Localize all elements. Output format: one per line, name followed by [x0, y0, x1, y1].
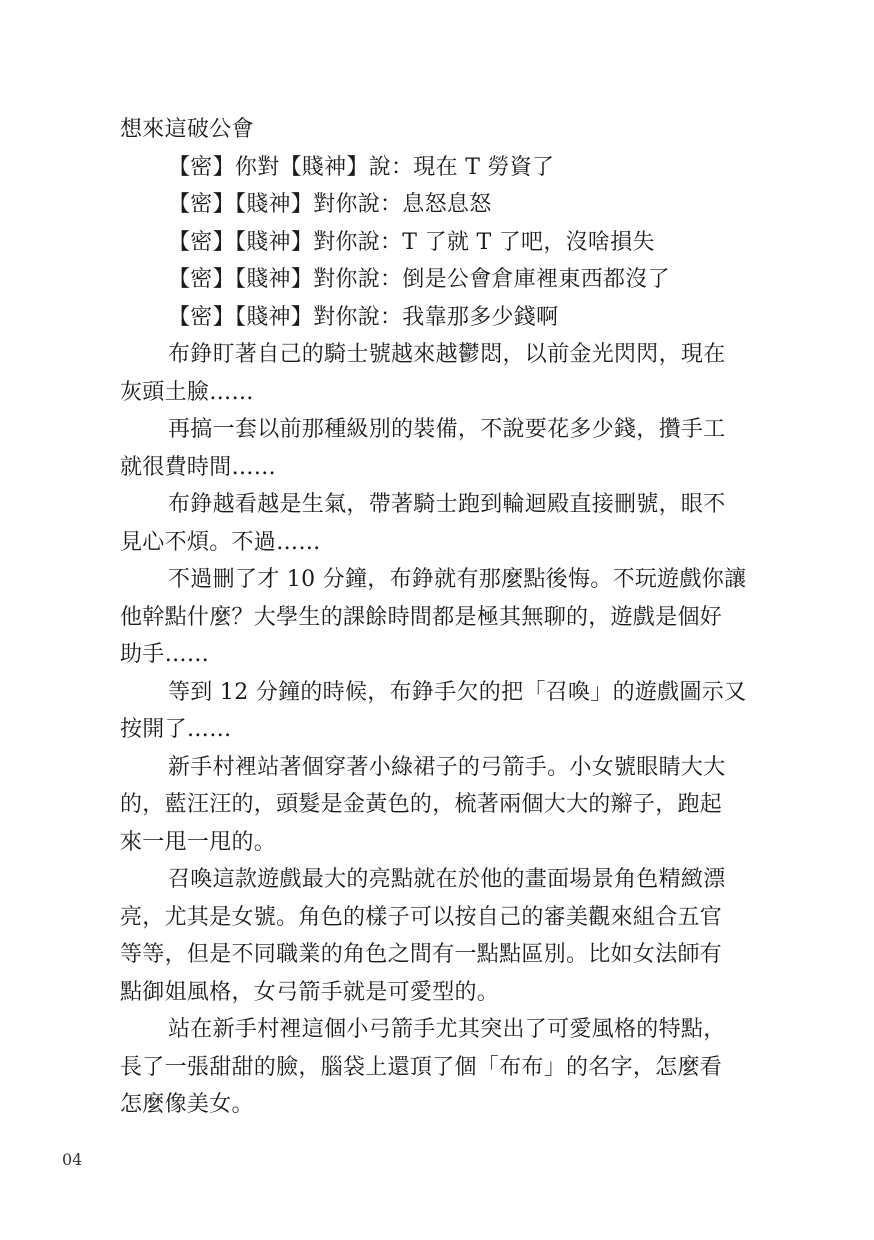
text-line: 灰頭土臉…… — [120, 379, 254, 405]
text-line: 點御姐風格，女弓箭手就是可愛型的。 — [120, 979, 500, 1005]
text-line: 見心不煩。不過…… — [120, 529, 321, 555]
text-line: 怎麼像美女。 — [120, 1092, 254, 1117]
text-line: 的，藍汪汪的，頭髮是金黃色的，梳著兩個大大的辮子，跑起 — [120, 792, 723, 817]
body-text — [120, 111, 760, 1124]
text-line: 布錚越看越是生氣，帶著騎士跑到輪迴殿直接刪號，眼不 — [168, 492, 726, 517]
text-line: 想來這破公會 — [120, 117, 254, 142]
text-line: 布錚盯著自己的騎士號越來越鬱悶，以前金光閃閃，現在 — [168, 342, 726, 367]
text-line: 等等，但是不同職業的角色之間有一點點區別。比如女法師有 — [120, 942, 723, 967]
text-line: 來一甩一甩的。 — [120, 829, 277, 855]
text-line: 新手村裡站著個穿著小綠裙子的弓箭手。小女號眼睛大大 — [168, 754, 726, 780]
text-line: 【密】【賤神】對你說：息怒息怒 — [168, 192, 492, 217]
text-line: 【密】你對【賤神】說：現在 T 勞資了 — [168, 154, 555, 180]
text-line: 亮，尤其是女號。角色的樣子可以按自己的審美觀來組合五官 — [120, 904, 723, 930]
text-line: 不過刪了才 10 分鐘，布錚就有那麼點後悔。不玩遊戲你讓 — [168, 567, 747, 592]
text-line: 等到 12 分鐘的時候，布錚手欠的把「召喚」的遊戲圖示又 — [168, 679, 747, 705]
text-line: 他幹點什麼？大學生的課餘時間都是極其無聊的，遊戲是個好 — [120, 604, 723, 630]
text-line: 助手…… — [120, 642, 210, 667]
text-line: 站在新手村裡這個小弓箭手尤其突出了可愛風格的特點， — [168, 1017, 726, 1042]
text-line: 就很費時間…… — [120, 454, 277, 480]
text-line: 召喚這款遊戲最大的亮點就在於他的畫面場景角色精緻漂 — [168, 867, 726, 892]
text-line: 按開了…… — [120, 717, 232, 742]
text-line: 【密】【賤神】對你說：我靠那多少錢啊 — [168, 304, 559, 330]
text-line: 【密】【賤神】對你說：倒是公會倉庫裡東西都沒了 — [168, 267, 670, 292]
text-line: 【密】【賤神】對你說：T 了就 T 了吧，沒啥損失 — [168, 229, 655, 255]
text-line: 再搞一套以前那種級別的裝備，不說要花多少錢，攢手工 — [168, 417, 726, 442]
page-number: 04 — [62, 1150, 83, 1169]
text-line: 長了一張甜甜的臉，腦袋上還頂了個「布布」的名字，怎麼看 — [120, 1054, 723, 1080]
